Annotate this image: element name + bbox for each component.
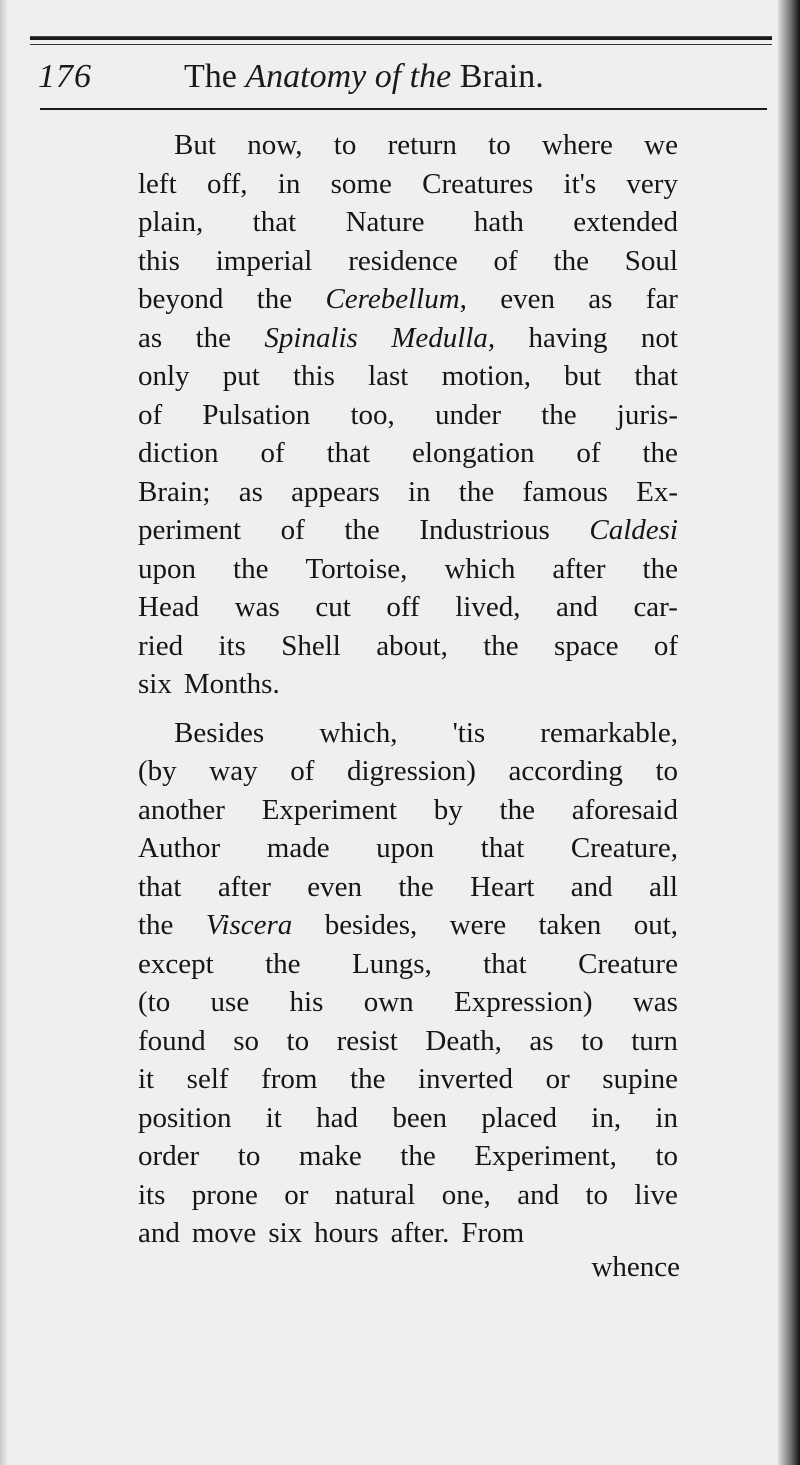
word: left — [138, 167, 177, 200]
word: off, — [206, 167, 248, 200]
paragraph — [138, 714, 678, 1253]
text-line — [138, 1060, 678, 1099]
word: had — [316, 1101, 359, 1134]
word: of — [138, 398, 163, 431]
word: Death, — [425, 1024, 502, 1057]
word: to — [237, 1140, 261, 1172]
word: Tortoise, — [305, 552, 408, 585]
word: except — [138, 947, 214, 980]
word: 'tis — [452, 716, 486, 749]
word: Experiment, — [474, 1140, 617, 1172]
word: even — [307, 870, 362, 903]
word: of — [260, 437, 285, 469]
text-line — [138, 396, 678, 435]
word: taken — [538, 909, 602, 941]
running-title-prefix: The — [184, 58, 237, 95]
word: of — [576, 437, 601, 469]
word: car- — [633, 591, 678, 623]
word: as — [529, 1024, 554, 1057]
word: the — [138, 909, 174, 941]
word: lived, — [455, 591, 521, 623]
word: digression) — [347, 755, 476, 787]
word: to — [488, 129, 511, 161]
word: and — [556, 591, 598, 623]
catchword: whence — [591, 1251, 680, 1283]
word: six — [138, 668, 172, 700]
word: Creature, — [570, 832, 678, 864]
word: use — [210, 986, 250, 1018]
text-line — [138, 1137, 678, 1176]
text-line — [138, 665, 678, 704]
word: Creature — [578, 947, 678, 980]
word: to — [655, 1140, 678, 1172]
word: another — [138, 793, 225, 826]
word: put — [222, 360, 260, 392]
word: resist — [336, 1024, 398, 1057]
word: besides, — [324, 909, 418, 941]
text-line — [138, 714, 678, 753]
word: Medulla, — [391, 321, 496, 354]
word: Cerebellum, — [325, 283, 467, 315]
word: plain, — [138, 206, 204, 238]
word: Brain; — [138, 475, 211, 508]
text-line — [138, 1099, 678, 1138]
word: after — [217, 870, 271, 903]
word: which, — [319, 716, 398, 749]
word: made — [266, 832, 330, 864]
word: as — [588, 283, 613, 315]
word: last — [368, 360, 409, 392]
text-line — [138, 319, 678, 358]
word: Experiment — [261, 793, 398, 826]
word: own — [363, 986, 414, 1018]
word: the — [541, 398, 577, 431]
word: far — [645, 283, 678, 315]
word: was — [234, 591, 280, 623]
word: the — [400, 1140, 436, 1172]
word: motion, — [441, 360, 531, 392]
text-line — [138, 588, 678, 627]
paragraph — [138, 126, 678, 704]
word: of — [493, 244, 518, 277]
word: to — [581, 1024, 604, 1057]
word: the — [483, 629, 519, 662]
word: too, — [350, 398, 395, 431]
word: out, — [633, 909, 678, 941]
word: famous — [522, 475, 608, 508]
word: (by — [138, 755, 177, 787]
word: prone — [191, 1178, 258, 1211]
word: Spinalis — [264, 321, 358, 354]
text-line — [138, 627, 678, 666]
word: about, — [376, 629, 448, 662]
word: position — [138, 1101, 232, 1134]
word: of — [653, 629, 678, 662]
word: under — [434, 398, 501, 431]
word: Author — [138, 832, 221, 864]
word: that — [483, 947, 527, 980]
text-line — [138, 868, 678, 907]
word: which — [444, 552, 516, 585]
word: as — [138, 321, 163, 354]
running-title-suffix: Brain. — [459, 58, 544, 95]
word: space — [554, 629, 619, 662]
word: found — [138, 1024, 206, 1057]
word: upon — [376, 832, 435, 864]
word: ried — [138, 629, 184, 662]
word: the — [553, 244, 589, 277]
paragraph-gap — [138, 704, 678, 714]
word: Heart — [470, 870, 535, 903]
word: after — [552, 552, 606, 585]
word: been — [392, 1101, 448, 1134]
word: the — [344, 514, 380, 546]
word: Caldesi — [589, 514, 678, 546]
word: the — [256, 283, 293, 315]
word: beyond — [138, 283, 224, 315]
word: in — [277, 167, 301, 200]
text-line — [138, 473, 678, 512]
word: we — [644, 129, 678, 161]
word: and — [138, 1217, 180, 1249]
word: but — [564, 360, 602, 392]
word: from — [261, 1063, 318, 1095]
word: as — [238, 475, 263, 508]
word: placed — [481, 1101, 558, 1134]
header-bottom-rule — [40, 108, 767, 110]
text-line — [138, 983, 678, 1022]
text-line — [138, 280, 678, 319]
word: Months. — [183, 668, 280, 700]
word: where — [542, 129, 613, 161]
word: turn — [631, 1024, 678, 1057]
word: make — [298, 1140, 362, 1172]
page-right-edge — [778, 0, 800, 1465]
word: natural — [334, 1178, 416, 1211]
word: juris- — [616, 398, 678, 431]
text-line — [138, 945, 678, 984]
text-line — [138, 791, 678, 830]
word: self — [186, 1063, 229, 1095]
word: that — [138, 870, 182, 903]
word: the — [398, 870, 434, 903]
word: diction — [138, 437, 219, 469]
word: aforesaid — [571, 793, 678, 826]
page-left-shadow — [0, 0, 8, 1465]
word: Viscera — [205, 909, 293, 941]
text-line — [138, 1176, 678, 1215]
word: its — [138, 1178, 166, 1211]
word: return — [387, 129, 457, 161]
word: the — [265, 947, 301, 980]
word: Pulsation — [202, 398, 311, 431]
word: to — [286, 1024, 310, 1057]
word: after. — [390, 1217, 450, 1249]
word: (to — [138, 986, 171, 1018]
word: that — [252, 206, 297, 238]
word: the — [350, 1063, 386, 1095]
word: one, — [441, 1178, 491, 1211]
word: having — [528, 321, 608, 354]
word: only — [138, 360, 190, 392]
word: From — [461, 1217, 525, 1249]
word: off — [386, 591, 420, 623]
word: in — [655, 1101, 678, 1134]
word: this — [293, 360, 335, 392]
text-line — [138, 434, 678, 473]
word: according — [508, 755, 623, 787]
word: periment — [138, 514, 242, 546]
word: that — [480, 832, 525, 864]
word: the — [233, 552, 269, 585]
word: or — [545, 1063, 570, 1095]
word: order — [138, 1140, 200, 1172]
word: Industrious — [419, 514, 550, 546]
word: so — [233, 1024, 259, 1057]
word: move — [191, 1217, 257, 1249]
word: Creatures — [422, 167, 534, 200]
running-title-italic: Anatomy of the — [245, 58, 452, 95]
word: his — [289, 986, 324, 1018]
word: Lungs, — [351, 947, 432, 980]
text-line — [138, 906, 678, 945]
word: to — [585, 1178, 609, 1211]
word: residence — [348, 244, 458, 277]
text-line — [138, 1214, 678, 1253]
word: of — [280, 514, 305, 546]
word: upon — [138, 552, 196, 585]
word: even — [500, 283, 555, 315]
text-line — [138, 203, 678, 242]
word: to — [333, 129, 357, 161]
word: live — [634, 1178, 678, 1211]
word: that — [634, 360, 678, 392]
word: or — [284, 1178, 309, 1211]
text-line — [138, 550, 678, 589]
word: elongation — [412, 437, 535, 469]
header-top-rule-thin — [30, 44, 772, 45]
word: it — [138, 1063, 155, 1095]
word: appears — [291, 475, 380, 508]
word: Expression) — [454, 986, 593, 1018]
word: was — [632, 986, 678, 1018]
word: that — [326, 437, 371, 469]
running-head — [38, 52, 758, 102]
word: very — [626, 167, 678, 200]
text-line — [138, 511, 678, 550]
body-text — [138, 126, 678, 1253]
word: way — [209, 755, 258, 787]
word: now, — [247, 129, 303, 161]
word: in — [407, 475, 431, 508]
word: it's — [563, 167, 597, 200]
word: and — [517, 1178, 560, 1211]
header-top-rule — [30, 36, 772, 40]
word: by — [433, 793, 463, 826]
text-line — [138, 829, 678, 868]
word: hours — [314, 1217, 379, 1249]
word: the — [642, 437, 678, 469]
word: the — [458, 475, 495, 508]
word: Soul — [624, 244, 678, 277]
text-line — [138, 752, 678, 791]
word: some — [330, 167, 392, 200]
word: imperial — [215, 244, 313, 277]
word: to — [655, 755, 678, 787]
text-line — [138, 1022, 678, 1061]
word: Head — [138, 591, 200, 623]
word: in, — [591, 1101, 622, 1134]
running-title — [184, 52, 544, 102]
page-number: 176 — [38, 58, 92, 95]
text-line — [138, 242, 678, 281]
word: Ex- — [636, 475, 678, 508]
word: its — [218, 629, 246, 662]
word: remarkable, — [540, 716, 678, 749]
text-line — [138, 357, 678, 396]
word: cut — [315, 591, 351, 623]
text-line — [138, 165, 678, 204]
word: extended — [573, 206, 678, 238]
word: Shell — [281, 629, 341, 662]
word: But — [174, 129, 216, 161]
word: the — [642, 552, 678, 585]
word: of — [290, 755, 315, 787]
word: the — [499, 793, 535, 826]
word: supine — [602, 1063, 678, 1095]
word: were — [449, 909, 507, 941]
word: all — [648, 870, 678, 903]
word: six — [268, 1217, 303, 1249]
word: it — [265, 1101, 282, 1134]
word: hath — [473, 206, 524, 238]
word: Nature — [345, 206, 425, 238]
word: not — [640, 321, 678, 354]
text-line — [138, 126, 678, 165]
word: inverted — [418, 1063, 514, 1095]
word: Besides — [174, 716, 265, 749]
word: this — [138, 244, 180, 277]
word: and — [570, 870, 613, 903]
word: the — [195, 321, 231, 354]
